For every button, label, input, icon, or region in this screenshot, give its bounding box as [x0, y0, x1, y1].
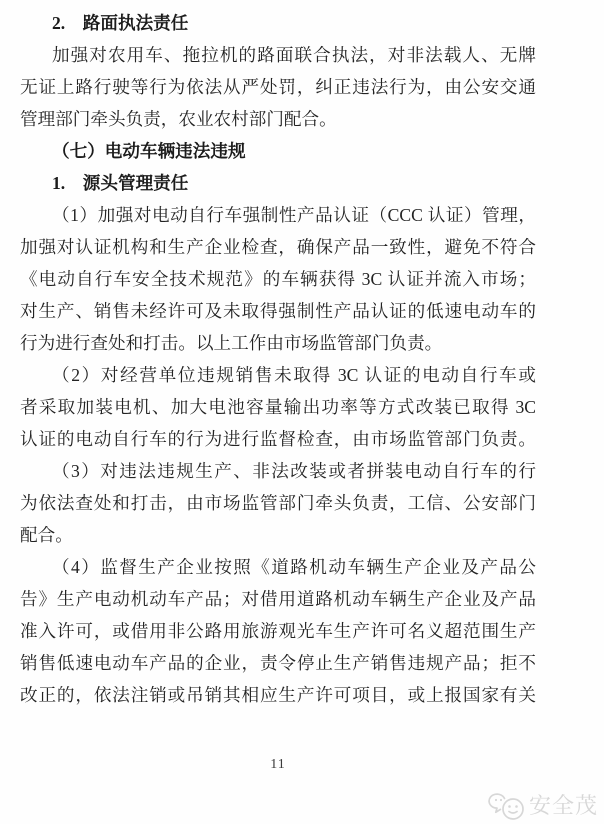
heading-road-enforcement-duty: 2. 路面执法责任 [52, 13, 189, 33]
paragraph-line: 加强对认证机构和生产企业检查，确保产品一致性，避免不符合 [20, 237, 536, 257]
paragraph-line: 改正的，依法注销或吊销其相应生产许可项目，或上报国家有关 [20, 685, 536, 705]
paragraph-line: 无证上路行驶等行为依法从严处罚，纠正违法行为，由公安交通 [20, 77, 536, 97]
paragraph-line: （1）加强对电动自行车强制性产品认证（CCC 认证）管理， [52, 205, 536, 225]
paragraph-line: 《电动自行车安全技术规范》的车辆获得 3C 认证并流入市场； [20, 269, 536, 289]
paragraph-line: 加强对农用车、拖拉机的路面联合执法，对非法载人、无牌 [52, 45, 536, 65]
heading-source-management-duty: 1. 源头管理责任 [52, 173, 189, 193]
paragraph-line: 行为进行查处和打击。以上工作由市场监管部门负责。 [20, 333, 443, 353]
paragraph-line: 认证的电动自行车的行为进行监督检查，由市场监管部门负责。 [20, 429, 536, 449]
watermark [488, 790, 598, 822]
paragraph-line: 配合。 [20, 525, 73, 545]
paragraph-line: 者采取加装电机、加大电池容量输出功率等方式改装已取得 3C [20, 397, 536, 417]
paragraph-line: 告》生产电动机动车产品；对借用道路机动车辆生产企业及产品 [20, 589, 536, 609]
paragraph-line: （3）对违法违规生产、非法改装或者拼装电动自行车的行 [52, 461, 536, 481]
paragraph-line: （4）监督生产企业按照《道路机动车辆生产企业及产品公 [52, 557, 536, 577]
paragraph-line: 对生产、销售未经许可及未取得强制性产品认证的低速电动车的 [20, 301, 536, 321]
page-number: 11 [270, 757, 286, 772]
paragraph-line: 管理部门牵头负责，农业农村部门配合。 [20, 109, 337, 129]
paragraph-line: 为依法查处和打击，由市场监管部门牵头负责，工信、公安部门 [20, 493, 536, 513]
paragraph-line: （2）对经营单位违规销售未取得 3C 认证的电动自行车或 [52, 365, 536, 385]
document-text-block [20, 7, 536, 711]
wechat-bubbles-icon [488, 790, 526, 822]
heading-section-7-electric-vehicle-violations: （七）电动车辆违法违规 [52, 141, 246, 161]
watermark-text: 安全茂 [528, 793, 598, 818]
paragraph-line: 准入许可，或借用非公路用旅游观光车生产许可名义超范围生产 [20, 621, 536, 641]
paragraph-line: 销售低速电动车产品的企业，责令停止生产销售违规产品；拒不 [20, 653, 536, 673]
